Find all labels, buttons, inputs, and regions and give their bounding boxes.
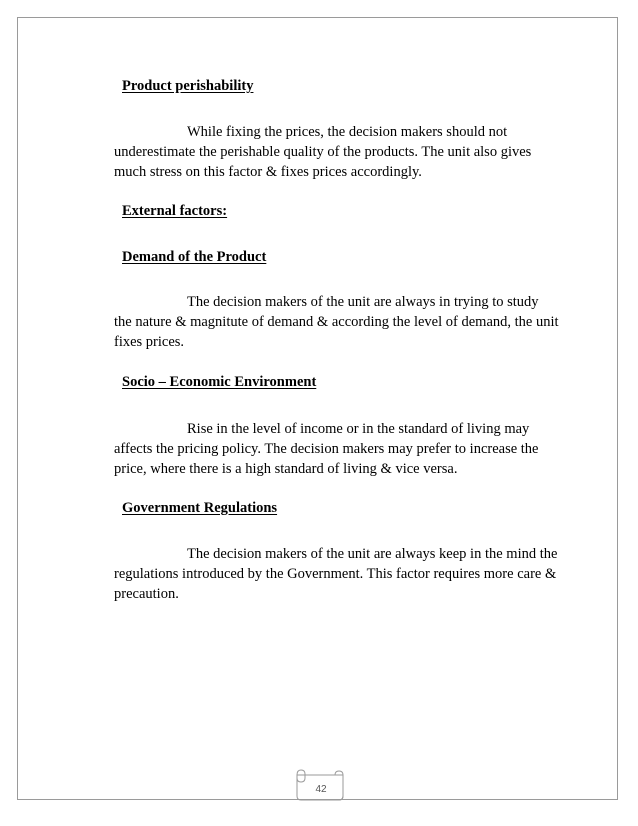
heading-product-perishability: Product perishability xyxy=(122,78,254,94)
heading-demand-of-product: Demand of the Product xyxy=(122,249,267,265)
heading-socio-economic-environment: Socio – Economic Environment xyxy=(122,374,317,390)
page-number: 42 xyxy=(315,784,327,795)
heading-government-regulations: Government Regulations xyxy=(122,500,278,516)
paragraph-demand-of-product: The decision makers of the unit are always in trying to study the nature & magnitute of demand & according the level of demand, the unit fixes prices. xyxy=(114,294,559,350)
paragraph-government-regulations: The decision makers of the unit are always keep in the mind the regulations introduced by the Government. This factor requires more care & precaution. xyxy=(114,546,558,602)
paragraph-product-perishability: While fixing the prices, the decision makers should not underestimate the perishable quality of the products. The unit also gives much stress on this factor & fixes prices accordingly. xyxy=(114,124,532,180)
paragraph-socio-economic-environment: Rise in the level of income or in the standard of living may affects the pricing policy. The decision makers may prefer to increase the price, where there is a high standard of living & vice versa. xyxy=(114,421,539,477)
heading-external-factors: External factors: xyxy=(122,203,228,219)
